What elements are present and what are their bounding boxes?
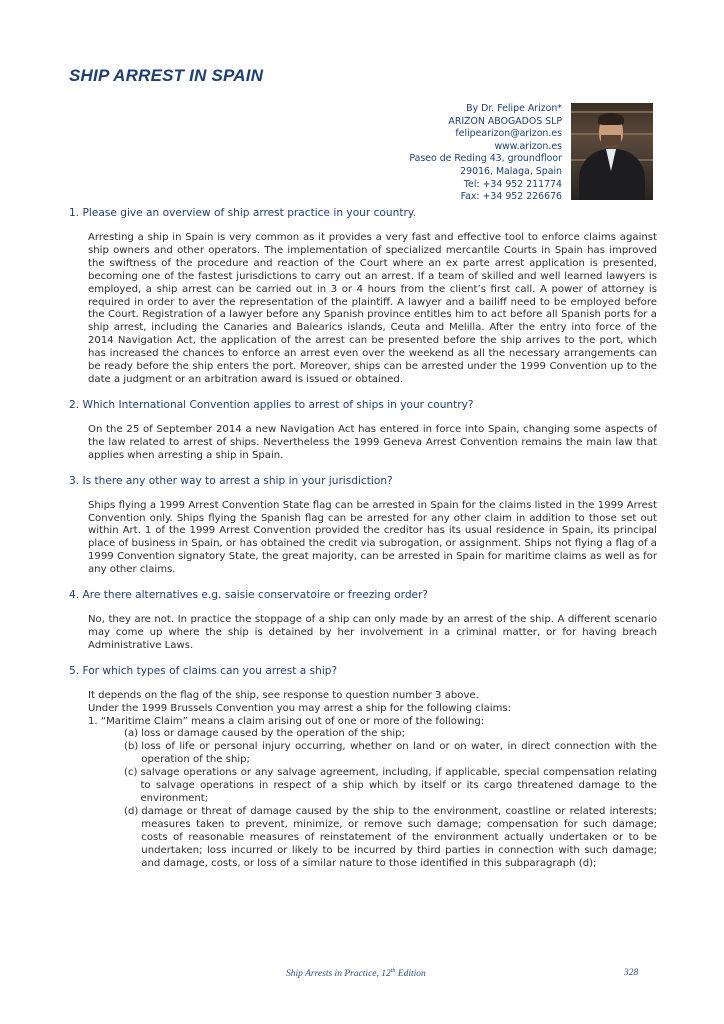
author-address-line-1: Paseo de Reding 43, groundfloor [409,153,562,165]
answer-paragraph: Arresting a ship in Spain is very common as it provides a very fast and effective tool to enforce claims against ship owners and other operators. The implementation of specialized mercantile Courts in Spain has improved the swiftness of the procedure and reaction of the Court where an ex parte arrest application is presented, becoming one of the fastest jurisdictions to carry out an arrest. If a team of skilled and well learned lawyers is employed, a ship arrest can be carried out in 3 or 4 hours from the client’s first call. A power of attorney is required in order to aver the representation of the plaintiff. A lawyer and a bailiff need to be employed before the Court. Registration of a lawyer before any Spanish province entitles him to act before all Spanish ports for a ship arrest, including the Canaries and Balearics islands, Ceuta and Melilla. After the entry into force of the 2014 Navigation Act, the application of the arrest can be presented before the ship arrives to the port, which has increased the chances to enforce an arrest even over the weekend as all the necessary arrangements can be ready before the ship enters the port. Moreover, ships can be arrested under the 1999 Convention up to the date a judgment or an arbitration award is issued or obtained. [88,232,657,385]
author-email[interactable]: felipearizon@arizon.es [455,128,562,140]
page-title: SHIP ARREST IN SPAIN [69,66,264,85]
section-3 [69,475,657,577]
claim-label: (d) [124,805,139,817]
claim-item [124,728,657,741]
question-heading: 5. For which types of claims can you arrest a ship? [69,664,338,677]
claim-item [124,806,657,871]
claim-text: salvage operations or any salvage agreement, including, if applicable, special compensation relating to salvage operations in respect of a ship which by itself or its cargo threatened damage to the environment; [140,767,657,804]
book-title-text: Ship Arrests in Practice, 12 [286,969,391,980]
claim-label: (a) [124,728,139,740]
page-footer [0,968,724,984]
answer-paragraph: On the 25 of September 2014 a new Navigation Act has entered in force into Spain, changing some aspects of the law related to arrest of ships. Nevertheless the 1999 Geneva Arrest Convention remains the main law that applies when arresting a ship in Spain. [88,423,657,461]
claim-label: (c) [124,767,138,779]
author-website[interactable]: www.arizon.es [494,140,562,152]
article-body [69,207,657,870]
claims-list [124,728,657,870]
intro-line: It depends on the flag of the ship, see response to question number 3 above. [88,689,479,701]
book-title [286,968,426,979]
author-photo [571,103,653,200]
answer-paragraph: Ships flying a 1999 Arrest Convention State flag can be arrested in Spain for the claims listed in the 1999 Arrest Convention only. Ships flying the Spanish flag can be arrested for any other claim in addition to those set out within Art. 1 of the 1999 Arrest Convention provided the creditor has its usual residence in Spain, its principal place of business in Spain, or has obtained the credit via subrogation, or assignment. Ships not flying a flag of a 1999 Convention signatory State, the great majority, can be arrested in Spain for maritime claims as well as for any other claims. [88,499,657,576]
question-heading: 1. Please give an overview of ship arrest practice in your country. [69,207,416,219]
question-heading: 2. Which International Convention applies to arrest of ships in your country? [69,398,474,411]
author-byline: By Dr. Felipe Arizon* [466,103,562,114]
claim-text: loss or damage caused by the operation of the ship; [141,728,405,740]
question-heading: 3. Is there any other way to arrest a ship in your jurisdiction? [69,474,393,487]
book-title-edition: Edition [395,969,426,980]
claim-label: (b) [124,741,139,753]
section-1 [69,207,657,387]
claim-item [124,767,657,806]
author-firm: ARIZON ABOGADOS SLP [448,115,562,127]
author-telephone: Tel: +34 952 211774 [463,178,562,190]
author-block [302,103,562,204]
section-2 [69,399,657,463]
author-address-line-2: 29016, Malaga, Spain [460,165,562,177]
intro-line: 1. “Maritime Claim” means a claim arising out of one or more of the following: [88,715,485,727]
section-5 [69,665,657,871]
edition-superscript: th [390,968,396,974]
claim-text: damage or threat of damage caused by the ship to the environment, coastline or related interests; measures taken to prevent, minimize, or remove such damage; compensation for such damage; costs of reasonable measures of reinstatement of the environment actually undertaken or to be undertaken; loss incurred or likely to be incurred by third parties in connection with such damage; and damage, costs, or loss of a similar nature to those identified in this subparagraph (d); [141,805,657,869]
answer-paragraph: No, they are not. In practice the stoppage of a ship can only made by an arrest of the ship. A different scenario may come up where the ship is detained by her involvement in a criminal matter, or for having breach Administrative Laws. [88,614,657,651]
intro-line: Under the 1999 Brussels Convention you may arrest a ship for the following claims: [88,702,512,714]
question-heading: 4. Are there alternatives e.g. saisie conservatoire or freezing order? [69,589,429,602]
section-4 [69,589,657,653]
claim-item [124,741,657,767]
claim-text: loss of life or personal injury occurring, whether on land or on water, in direct connection with the operation of the ship; [141,741,657,766]
page-number: 328 [624,968,639,978]
author-fax: Fax: +34 952 226676 [460,191,562,203]
